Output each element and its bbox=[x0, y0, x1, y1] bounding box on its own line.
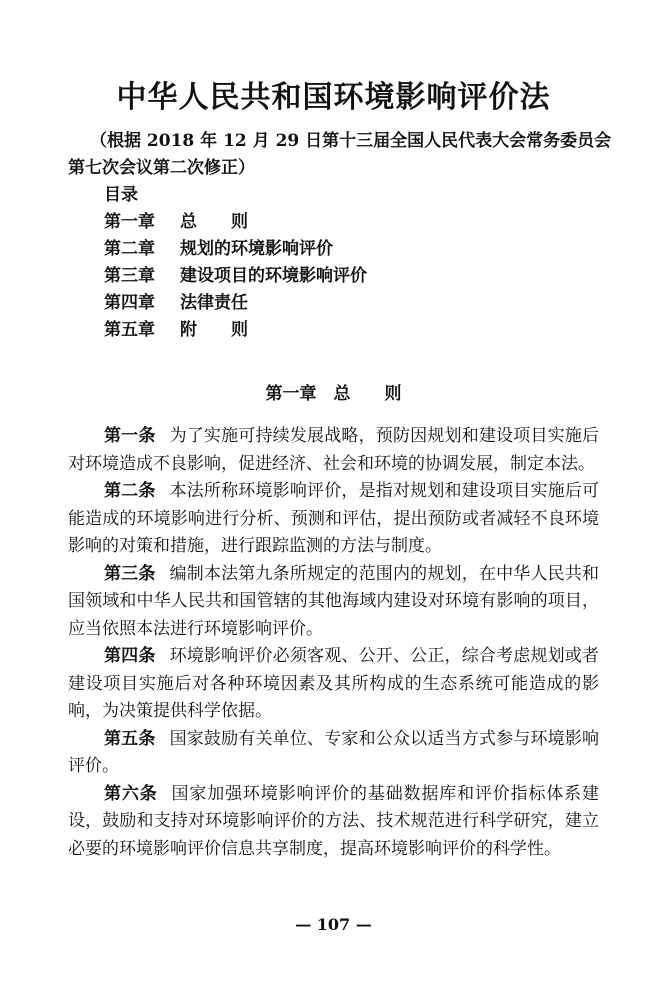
article-list bbox=[68, 423, 599, 863]
article-text: 国家加强环境影响评价的基础数据库和评价指标体系建设，鼓励和支持对环境影响评价的方法、技术规范进行科学研究，建立必要的环境影响评价信息共享制度，提高环境影响评价的科学性。 bbox=[68, 783, 600, 859]
toc-item-number: 第三章 bbox=[104, 266, 155, 286]
toc-item-number: 第二章 bbox=[104, 239, 155, 259]
document-title: 中华人民共和国环境影响评价法 bbox=[116, 80, 551, 115]
page-number: — 107 — bbox=[295, 915, 372, 934]
article bbox=[68, 478, 599, 561]
toc-item bbox=[104, 263, 367, 290]
article-number: 第四条 bbox=[104, 646, 156, 666]
revision-note: （根据 2018 年 12 月 29 日第十三届全国人民代表大会常务委员会第七次会议第二次修正） bbox=[68, 131, 612, 178]
article bbox=[68, 561, 599, 644]
toc-item-title: 规划的环境影响评价 bbox=[180, 239, 333, 259]
article-text: 为了实施可持续发展战略，预防因规划和建设项目实施后对环境造成不良影响，促进经济、社会和环境的协调发展，制定本法。 bbox=[68, 426, 600, 474]
chapter-heading: 第一章 总 则 bbox=[265, 384, 402, 404]
article-text: 国家鼓励有关单位、专家和公众以适当方式参与环境影响评价。 bbox=[68, 728, 600, 776]
article-number: 第三条 bbox=[104, 563, 156, 584]
article-text: 编制本法第九条所规定的范围内的规划，在中华人民共和国领域和中华人民共和国管辖的其他海域内建设对环境有影响的项目，应当依照本法进行环境影响评价。 bbox=[68, 563, 600, 639]
toc-item bbox=[104, 236, 367, 263]
toc-item bbox=[104, 290, 367, 317]
article-number: 第六条 bbox=[104, 783, 158, 804]
article-number: 第一条 bbox=[104, 426, 156, 446]
article bbox=[68, 643, 599, 726]
toc-item bbox=[104, 209, 367, 236]
article bbox=[68, 423, 599, 478]
toc-item-title: 附 则 bbox=[180, 320, 248, 340]
toc-item bbox=[104, 317, 367, 344]
article bbox=[68, 781, 599, 864]
article bbox=[68, 726, 599, 781]
toc-item-number: 第一章 bbox=[104, 212, 155, 232]
toc-item-title: 建设项目的环境影响评价 bbox=[180, 266, 367, 286]
article-text: 环境影响评价必须客观、公开、公正，综合考虑规划或者建设项目实施后对各种环境因素及其所构成的生态系统可能造成的影响，为决策提供科学依据。 bbox=[68, 646, 600, 721]
table-of-contents bbox=[104, 182, 367, 344]
toc-heading: 目录 bbox=[104, 185, 138, 205]
toc-item-title: 法律责任 bbox=[180, 293, 248, 313]
article-text: 本法所称环境影响评价，是指对规划和建设项目实施后可能造成的环境影响进行分析、预测和评估，提出预防或者减轻不良环境影响的对策和措施，进行跟踪监测的方法与制度。 bbox=[68, 481, 600, 556]
toc-item-number: 第五章 bbox=[104, 320, 155, 340]
article-number: 第五条 bbox=[104, 728, 156, 749]
toc-item-number: 第四章 bbox=[104, 293, 155, 313]
article-number: 第二条 bbox=[104, 481, 156, 501]
toc-item-title: 总 则 bbox=[180, 212, 248, 232]
